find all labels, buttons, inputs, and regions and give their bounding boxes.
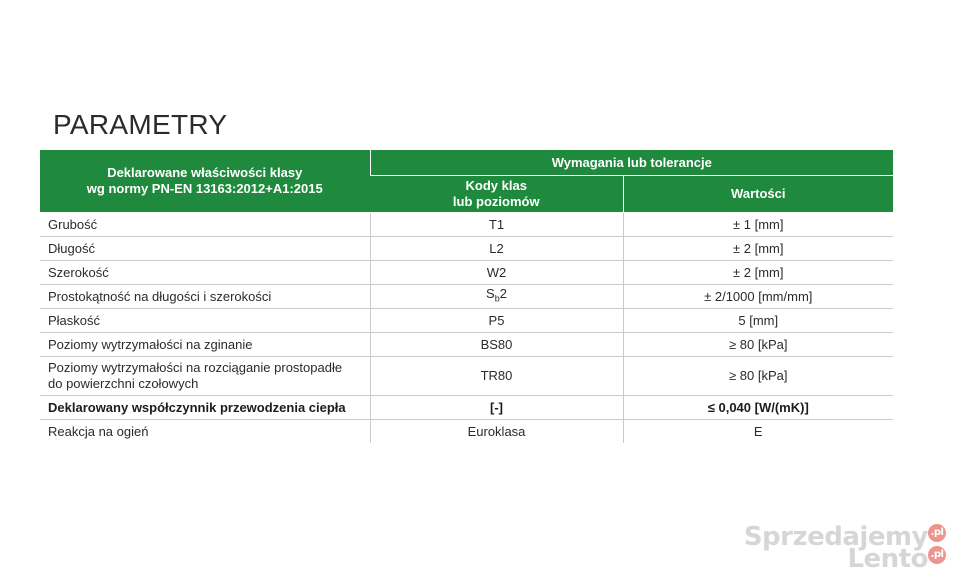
value-cell: ≥ 80 [kPa] xyxy=(623,357,893,396)
property-cell: Prostokątność na długości i szerokości xyxy=(40,285,370,309)
property-cell: Reakcja na ogień xyxy=(48,423,149,439)
code-cell: T1 xyxy=(370,213,623,237)
value-cell: ± 2 [mm] xyxy=(623,261,893,285)
watermark-badge: .pl xyxy=(928,524,946,542)
table-row xyxy=(40,309,893,333)
value-cell: ± 1 [mm] xyxy=(623,213,893,237)
property-line2: do powierzchni czołowych xyxy=(48,376,199,391)
property-cell: Poziomy wytrzymałości na zginanie xyxy=(40,333,370,357)
property-cell: Długość xyxy=(40,237,370,261)
property-cell: Deklarowany współczynnik przewodzenia ciepła xyxy=(40,396,370,420)
table-row xyxy=(40,420,893,444)
property-line1: Poziomy wytrzymałości na rozciąganie prostopadłe xyxy=(48,360,343,375)
code-subscript: b xyxy=(494,293,500,304)
value-cell: 5 [mm] xyxy=(623,309,893,333)
header-declared-line2: wg normy PN-EN 13163:2012+A1:2015 xyxy=(86,181,323,196)
watermark-logo xyxy=(744,522,946,574)
watermark-text1: Sprzedajemy xyxy=(743,522,928,552)
code-cell: L2 xyxy=(370,237,623,261)
table-row xyxy=(40,333,893,357)
header-codes-line1: Kody klas xyxy=(465,178,527,193)
page-title: PARAMETRY xyxy=(53,109,228,140)
code-cell: W2 xyxy=(370,261,623,285)
watermark-badge: .pl xyxy=(928,546,946,564)
value-cell: ± 2 [mm] xyxy=(623,237,893,261)
watermark-text2: Lento xyxy=(847,544,928,574)
code-main: S xyxy=(486,286,495,302)
header-declared-properties xyxy=(40,150,370,213)
code-cell xyxy=(370,285,623,309)
table-row xyxy=(40,396,893,420)
header-codes xyxy=(370,176,623,213)
header-declared-line1: Deklarowane właściwości klasy xyxy=(107,165,303,180)
parameters-table xyxy=(40,150,893,443)
code-cell: Euroklasa xyxy=(370,420,623,444)
property-cell: Szerokość xyxy=(40,261,370,285)
code-cell: P5 xyxy=(370,309,623,333)
table-row xyxy=(40,357,893,396)
property-cell: Płaskość xyxy=(40,309,370,333)
code-cell: TR80 xyxy=(370,357,623,396)
header-values: Wartości xyxy=(623,176,893,213)
table-row xyxy=(40,285,893,309)
code-cell: BS80 xyxy=(370,333,623,357)
code-suffix: 2 xyxy=(499,286,507,302)
code-cell: [-] xyxy=(370,396,623,420)
table-row xyxy=(40,213,893,237)
value-cell: ≤ 0,040 [W/(mK)] xyxy=(623,396,893,420)
table-row xyxy=(40,261,893,285)
value-cell: ± 2/1000 [mm/mm] xyxy=(623,285,893,309)
value-cell: E xyxy=(623,420,893,444)
table-row xyxy=(40,237,893,261)
header-requirements: Wymagania lub tolerancje xyxy=(370,150,893,176)
property-cell: Grubość xyxy=(40,213,370,237)
value-cell: ≥ 80 [kPa] xyxy=(623,333,893,357)
header-codes-line2: lub poziomów xyxy=(452,194,540,209)
property-cell xyxy=(40,357,370,396)
